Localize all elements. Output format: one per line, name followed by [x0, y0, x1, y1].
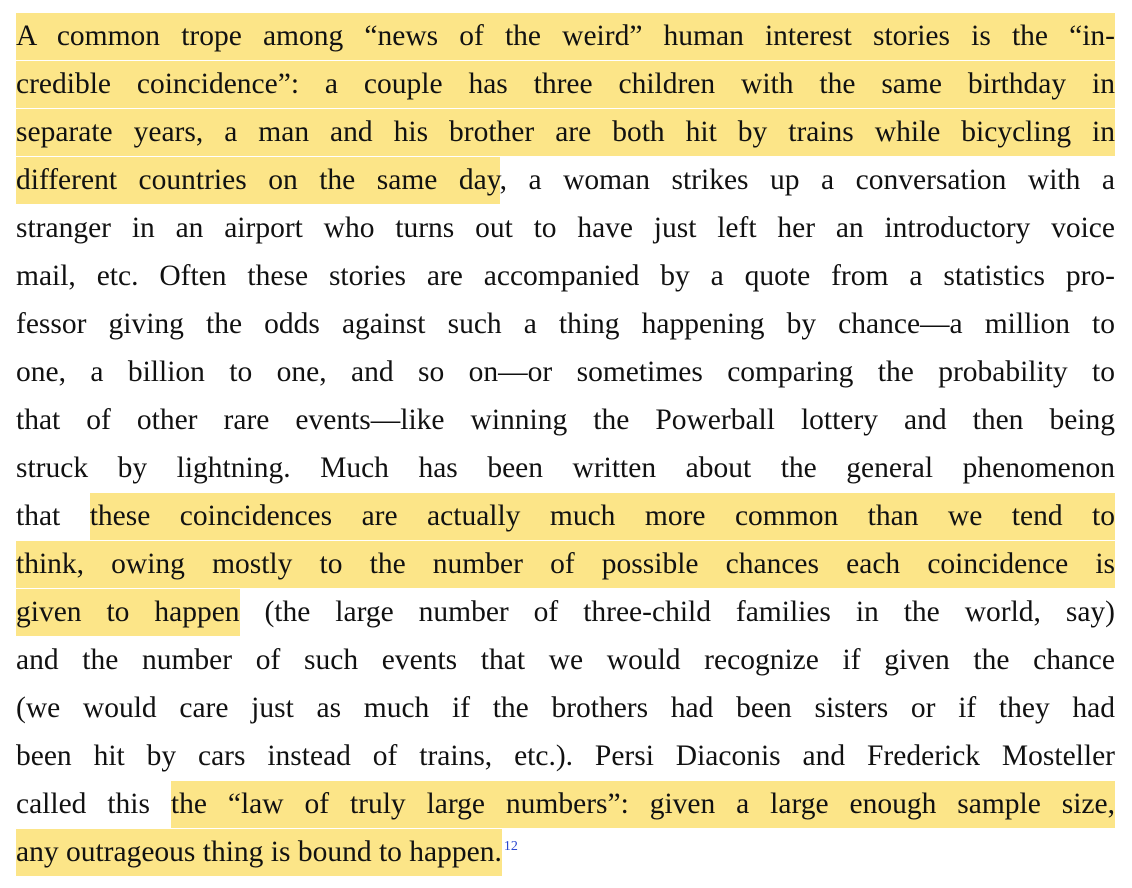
text-line: [16, 780, 1115, 828]
highlighted-text: given to happen: [16, 589, 240, 636]
text-line: [16, 252, 1115, 300]
text-line: [16, 60, 1115, 108]
text-line: [16, 108, 1115, 156]
text-line: [16, 684, 1115, 732]
text-line: [16, 444, 1115, 492]
highlighted-text: different countries on the same day: [16, 157, 500, 204]
body-text: stranger in an airport who turns out to have just left her an introductory voice: [16, 212, 1115, 244]
text-line: [16, 156, 1115, 204]
text-line: [16, 12, 1115, 60]
body-text: been hit by cars instead of trains, etc.). Persi Diaconis and Frederick Mosteller: [16, 740, 1115, 772]
highlighted-text: these coincidences are actually much more common than we tend to: [90, 493, 1115, 540]
text-line: [16, 492, 1115, 540]
text-line: [16, 732, 1115, 780]
body-text: fessor giving the odds against such a thing happening by chance—a million to: [16, 308, 1115, 340]
body-text: (we would care just as much if the brothers had been sisters or if they had: [16, 692, 1115, 724]
text-line: [16, 540, 1115, 588]
text-line: [16, 204, 1115, 252]
footnote-link[interactable]: 12: [503, 839, 518, 855]
body-text: and the number of such events that we would recognize if given the chance: [16, 644, 1115, 676]
text-line: [16, 300, 1115, 348]
body-text: that: [16, 500, 90, 532]
body-text: mail, etc. Often these stories are accompanied by a quote from a statistics pro-: [16, 260, 1115, 292]
highlighted-text: think, owing mostly to the number of possible chances each coincidence is: [16, 541, 1115, 588]
body-text: that of other rare events—like winning the Powerball lottery and then being: [16, 404, 1115, 436]
text-line: [16, 588, 1115, 636]
text-line: [16, 636, 1115, 684]
body-text: (the large number of three-child families in the world, say): [239, 596, 1115, 628]
text-line: [16, 348, 1115, 396]
highlighted-text: the “law of truly large numbers”: given a large enough sample size,: [171, 781, 1115, 828]
highlighted-text: credible coincidence”: a couple has three children with the same birthday in: [16, 61, 1115, 108]
body-text: called this: [16, 788, 171, 820]
text-line: [16, 828, 1115, 876]
document-page: [16, 12, 1115, 876]
highlighted-text: any outrageous thing is bound to happen.: [16, 829, 502, 876]
body-text: , a woman strikes up a conversation with a: [499, 164, 1115, 196]
text-line: [16, 396, 1115, 444]
highlighted-text: separate years, a man and his brother are both hit by trains while bicycling in: [16, 109, 1115, 156]
body-text: struck by lightning. Much has been written about the general phenomenon: [16, 452, 1115, 484]
highlighted-text: A common trope among “news of the weird” human interest stories is the “in-: [16, 13, 1115, 60]
body-text: one, a billion to one, and so on—or sometimes comparing the probability to: [16, 356, 1115, 388]
